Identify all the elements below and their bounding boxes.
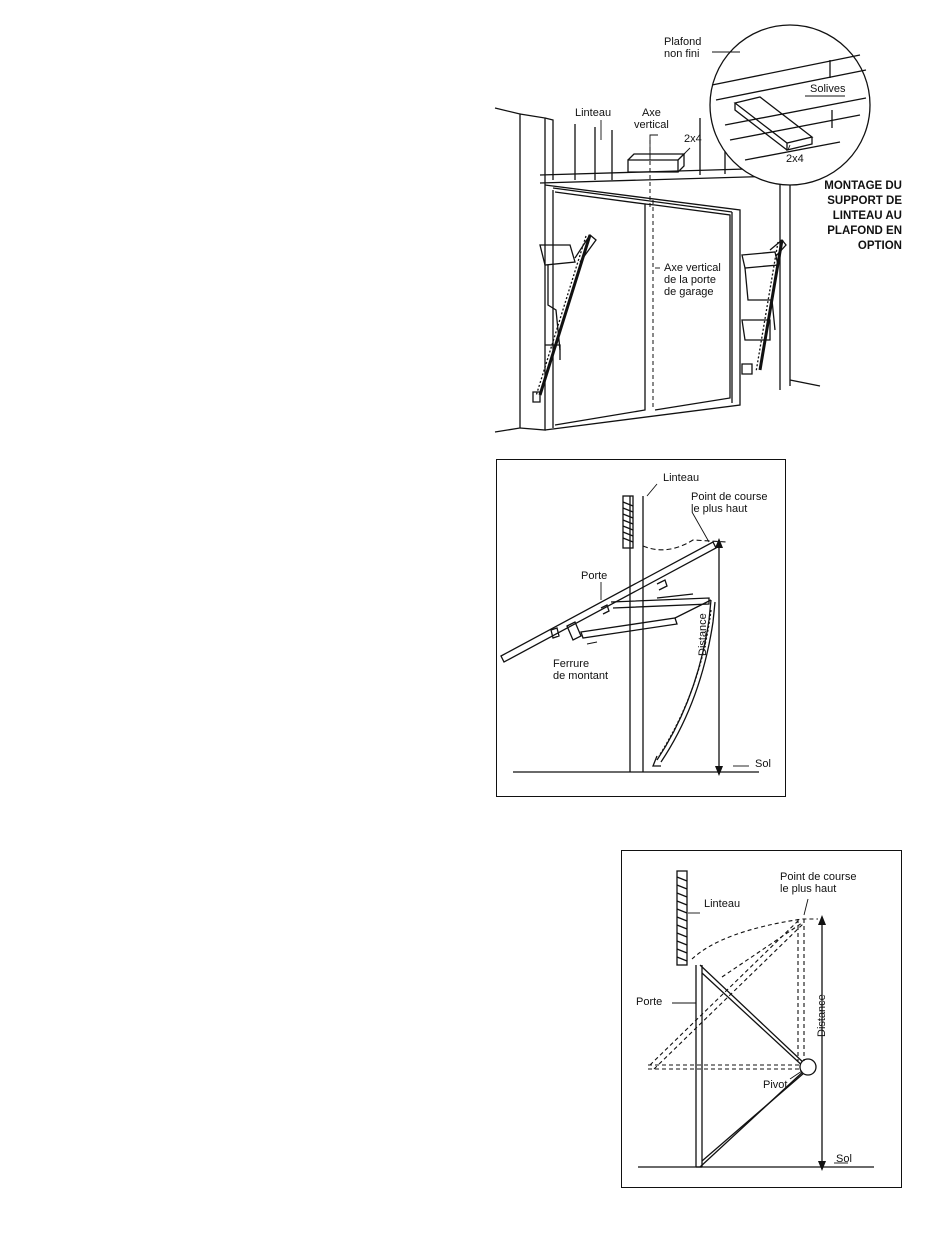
- label-pivot: Pivot: [763, 1079, 788, 1091]
- caption-line-1: MONTAGE DU: [824, 180, 902, 192]
- label-distance-bottom: Distance: [816, 994, 828, 1037]
- caption-montage-option: [790, 179, 902, 254]
- label-ferrure-line2: de montant: [553, 670, 609, 682]
- label-sol-bottom: Sol: [836, 1153, 852, 1165]
- label-axe-door-line2: de la porte: [664, 274, 716, 286]
- label-point-bottom-line1: Point de course: [780, 871, 857, 883]
- label-axe-door-line3: de garage: [664, 286, 714, 298]
- label-ferrure-de-montant: [553, 658, 608, 682]
- figure-door-travel-track: [496, 459, 786, 797]
- label-solives: Solives: [810, 83, 846, 95]
- label-2x4-top: 2x4: [684, 133, 702, 145]
- label-linteau-middle: Linteau: [663, 472, 700, 484]
- label-plafond-line1: Plafond: [664, 36, 702, 48]
- caption-line-4: PLAFOND EN: [827, 225, 902, 237]
- figure-pivot-travel: [621, 850, 902, 1188]
- label-linteau-bottom: Linteau: [704, 898, 741, 910]
- label-point-line2: le plus haut: [691, 503, 748, 515]
- label-axe-line2: vertical: [634, 119, 669, 131]
- label-plafond-non-fini: [664, 36, 701, 60]
- label-plafond-line2: non fini: [664, 48, 700, 60]
- label-axe-line1: Axe: [641, 107, 661, 119]
- label-distance-middle: Distance: [697, 613, 709, 656]
- caption-line-3: LINTEAU AU: [832, 210, 902, 222]
- label-axe-vertical-porte: [664, 262, 721, 298]
- caption-line-5: OPTION: [857, 240, 902, 252]
- label-porte-bottom: Porte: [636, 996, 663, 1008]
- label-point-line1: Point de course: [691, 491, 768, 503]
- pivot-diagram: [622, 851, 901, 1187]
- label-porte-middle: Porte: [581, 570, 608, 582]
- label-sol-middle: Sol: [755, 758, 771, 770]
- label-linteau-top: Linteau: [575, 107, 612, 119]
- label-point-course-bottom: [780, 871, 856, 895]
- label-axe-vertical: [634, 107, 669, 131]
- label-point-bottom-line2: le plus haut: [780, 883, 837, 895]
- label-axe-door-line1: Axe vertical: [664, 262, 721, 274]
- label-ferrure-line1: Ferrure: [553, 658, 590, 670]
- caption-line-2: SUPPORT DE: [827, 195, 902, 207]
- label-2x4-circle: 2x4: [786, 153, 804, 165]
- label-point-course-middle: [691, 491, 767, 515]
